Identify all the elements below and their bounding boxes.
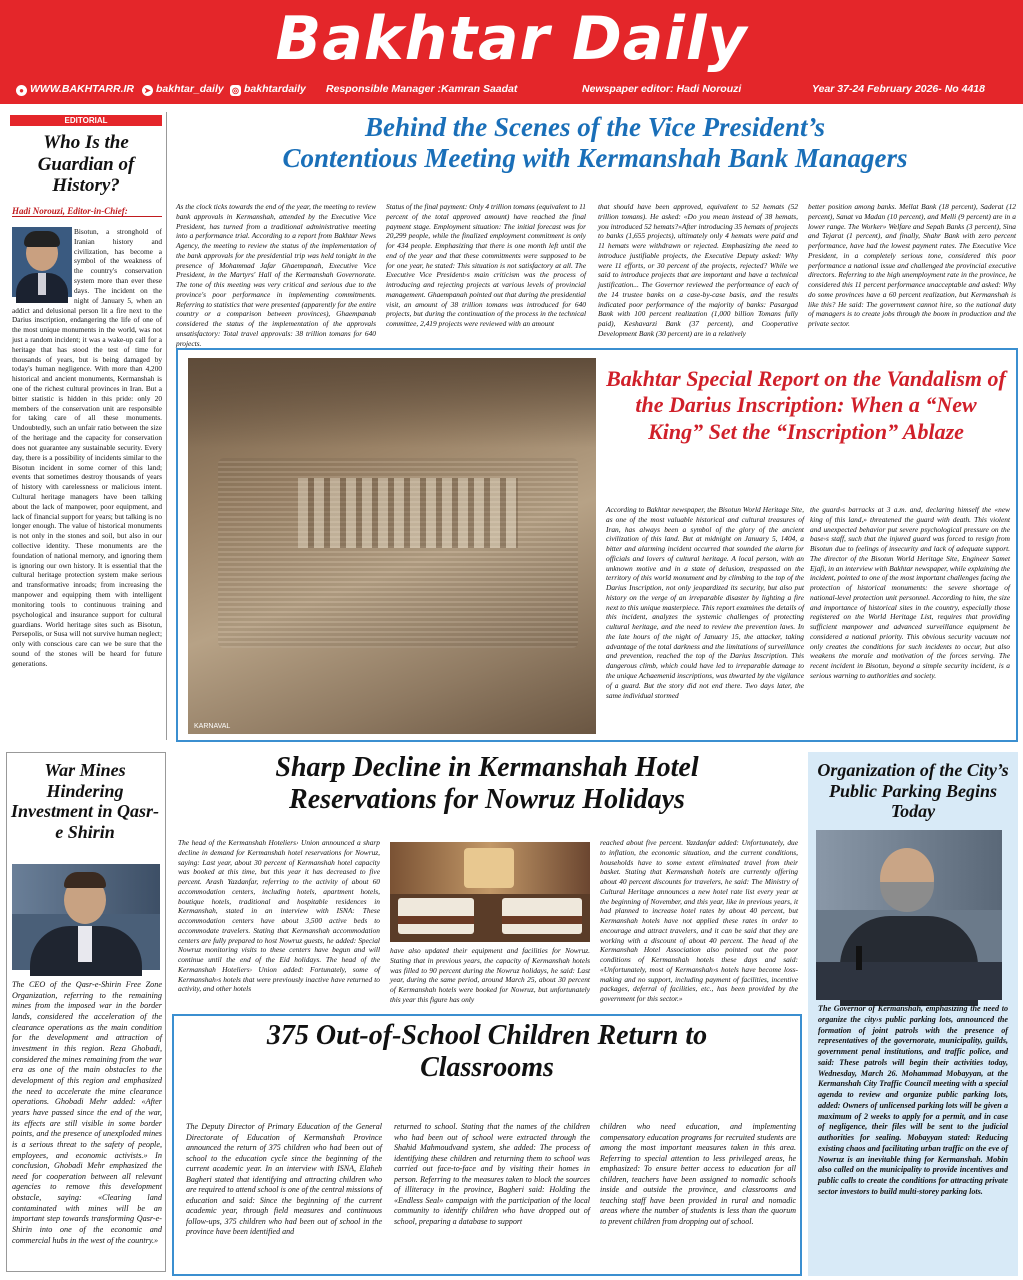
lead-headline-line-1: Behind the Scenes of the Vice President’s [365, 112, 825, 142]
hair-shape [64, 872, 106, 888]
telegram-handle[interactable]: bakhtar_daily [156, 83, 224, 95]
manager-credit: Responsible Manager :Kamran Saadat [326, 83, 518, 95]
window-light [464, 848, 514, 888]
school-headline [180, 1020, 794, 1084]
instagram-icon: ◎ [230, 85, 241, 96]
editorial-title: Who Is the Guardian of History? [37, 132, 135, 197]
rock-shadow [188, 358, 596, 448]
school-col-2: returned to school. Stating that the names of the children who had been out of school were extracted through the Shahid Mahmoudvand system, she added: The process of identifying these children and returning them to school was carried out face-to-face and by visiting their homes in person. Referring to the measures taken to block the sources of illiteracy in the province, Bagheri said: Holding the «Endless Seal» campaign with the participation of the local community to identify children who have dropped out of school, preparing a database to support [394, 1122, 590, 1226]
war-mines-title: War Mines Hindering Investment in Qasr-e Shirin [10, 760, 160, 842]
school-col-3: children who need education, and implementing compensatory education programs for recruited students are among the most important measures taken in this area. Referring to special attention to less privileged areas, he emphasized: To ensure better access to education for all children, teachers have been assigned to nomadic schools inside and outside the province, and classrooms and teaching staff have been provided in rural and nomadic areas where the number of students is less than the quorum to prevent children from dropping out of school. [600, 1122, 796, 1226]
school-headline-line-1: 375 Out-of-School Children Return to [266, 1020, 708, 1051]
website-link[interactable]: WWW.BAKHTARR.IR [30, 83, 135, 95]
lead-col-2: Status of the final payment: Only 4 trillion tomans (equivalent to 11 percent of the total approved amount) have reached the final payment stage. Employment situation: The initial forecast was for 20,299 people, while the finalized employment commitment is only for 434 people. Emphasizing that there is one month left until the end of the year and that these commitments were supposed to be for one year, he stated: This situation is not satisfactory at all. The Executive Vice President›s main criticism was the process of introducing and rejecting projects at various levels of provincial management. Ghaempanah pointed out that during the presidential visit, an amount of 38 trillion tomans was introduced for 640 projects, but during the continuation of the process in the technical committee, 2,419 projects were reviewed with an amount [386, 202, 587, 329]
desk-shape [816, 962, 1002, 1000]
column-divider [166, 112, 167, 740]
lead-col-3: that should have been approved, equivalent to 52 hemats (52 trillion tomans). He asked: «Do you mean instead of 38 hemats, you introduced 52 hemats?»After introducing 35 hemats of projects to banks (1,655 projects), ultimately only 4 hemats were paid and 11 hemats were withdrawn or rejected. Emphasizing the need to introduce justifiable projects, the Executive Deputy asked: Why were 11 efforts, or 30 percent of the projects, rejected? While we said to introduce projects that are important and have a technical justification... The Governor reviewed the performance of each of the 14 trustee banks on a case-by-case basis, and the results indicated poor performance of the majority of banks: Pasargad Bank with 100 percent realization (1,000 billion Tomans fully paid), Keshavarzi Bank (37 percent), and Cooperative Development Bank (30 percent) are in a relatively [598, 202, 798, 338]
special-report-headline: Bakhtar Special Report on the Vandalism of the Darius Inscription: When a “New King” Set the “Inscription” Ablaze [606, 366, 1006, 444]
telegram-item[interactable] [142, 83, 224, 96]
ceo-portrait [12, 864, 160, 970]
masthead [0, 0, 1023, 104]
school-headline-line-2: Classrooms [420, 1051, 554, 1083]
editorial-tag: EDITORIAL [10, 115, 162, 126]
instagram-handle[interactable]: bakhtardaily [244, 83, 306, 95]
instagram-item[interactable] [230, 83, 306, 96]
editor-credit: Newspaper editor: Hadi Norouzi [582, 83, 742, 95]
lead-col-1: As the clock ticks towards the end of the year, the meeting to review bank approvals in Kermanshah, attended by the Executive Vice President, has turned from a traditional administrative meeting into a performance trial. According to a report from Bakhtar News Agency, the meeting to review the status of the implementation of the bank approvals for the presidential trip was held tonight in the presence of Mohammad Jafar Ghaempanah, Executive Vice President, in the Martyrs' Hall of the Kermanshah Governorate. The tone of this meeting was very critical and serious due to the province's poor performance in implementing commitments. Referring to statistics that were presented (apparently for the entire country or a comparison between provinces), Ghaempanah considered the status of the implementation of the approvals unsatisfactory: Total travel approvals: 38 trillion tomans for 640 projects. [176, 202, 376, 348]
special-col-2: the guard›s barracks at 3 a.m. and, declaring himself the «new king of this land,» threatened the guard with death. This violent and unexpected behavior put severe psychological pressure on the base›s staff, such that the injured guard was forced to resign from Bisotun due to feelings of insecurity and lack of adequate support. The director of the Bisotun World Heritage Site, Engineer Samet Ejafi, in an interview with Bakhtar newspaper, while explaining the incident, pointed to one of the most important challenges facing the protection of historical monuments: the severe shortage of national-level protection unit personnel. According to him, the size and importance of historical sites in the country, especially those registered on the World Heritage List, requires that providing sufficient manpower and advanced surveillance equipment be considered a national priority. This obvious security vacuum not only creates the conditions for such incidents to occur, but also weakens the morale and motivation of the forces serving. The recent incident in Bisotun, beyond a simple security incident, is a serious warning to authorities and society. [810, 505, 1010, 681]
hotel-col-2: have also updated their equipment and facilities for Nowruz. Stating that in previous years, the capacity of Kermanshah hotels was filled to 90 percent during the Nowruz holidays, he said: Last year, during the same period, around March 25, about 30 percent of Kermanshah hotels were booked for Nowruz, but unfortunately this year this figure has only [390, 946, 590, 1004]
parking-title: Organization of the City’s Public Parking Begins Today [817, 760, 1009, 822]
hotel-headline-line-2: Reservations for Nowruz Holidays [289, 783, 685, 815]
issue-info: Year 37-24 February 2026- No 4418 [812, 83, 985, 95]
special-col-1: According to Bakhtar newspaper, the Bisotun World Heritage Site, as one of the most valuable historical and cultural treasures of Iran, has always been a symbol of the glory of the ancient civilization of this land. But at midnight on January 5, 1404, a bitter and alarming incident occurred that sounded the alarm for officials and lovers of cultural heritage. A local person, with an unknown motive and in a state of delusion, trespassed on the territory of this world monument and by climbing to the top of the Darius Inscription, not only jeopardized its security, but also put history on the verge of an irreparable disaster by lighting a fire next to this unique masterpiece. This report examines the details of this incident, analyzes the systemic challenges of protecting cultural heritage, and the need to review the prevention laws. In the late hours of the night of January 15, the attacker, taking advantage of the total darkness and the limitations of surveillance and prevention, reached the top of the Darius Inscription. This dangerous climb, which could have led to irreparable damage to the unique Achaemenid inscriptions, was thwarted by the vigilance of a guard. But the story did not end there. Two days later, the same individual stormed [606, 505, 804, 700]
lead-headline [172, 112, 1018, 174]
editorial-body [12, 227, 162, 739]
school-col-1: The Deputy Director of Primary Education of the General Directorate of Education of Kermanshah Province announced the return of 375 children who had been out of school to the education cycle since the beginning of the current academic year. In an interview with ISNA, Elaheh Bagheri stated that identifying and attracting children who are required to attend school is one of the central missions of education and said: Since the beginning of the current academic year, through field measures and continuous follow-ups, 375 children who had been out of school in the province have been identified and [186, 1122, 382, 1237]
war-mines-body: The CEO of the Qasr-e-Shirin Free Zone Organization, referring to the remaining mines from the imposed war in the border lands, considered the acceleration of the clearance operations as the main condition for the development and attraction of investment in this region. Reza Ghobadi, considered the mines remaining from the war era as one of the main obstacles to the development of this region and emphasized the need to accelerate the mine clearance operations. Ghobadi Mehr added: «After years have passed since the end of the war, its effects are still visible in some border points, and the presence of unexploded mines is a serious threat to the safety of people, employees, and economic activists.» In conclusion, Ghobadi Mehr emphasized the need for cooperation between all relevant agencies to remove this development obstacle, saying: «Clearing land contaminated with mines will be an important step towards transforming Qasr-e-Shirin into one of the economic and commercial hubs in the west of the country.» [12, 980, 162, 1245]
newspaper-title: Bakhtar Daily [275, 4, 748, 74]
editorial-byline: Hadi Norouzi, Editor-in-Chief: [12, 206, 128, 216]
masthead-info-bar [0, 80, 1023, 100]
byline-divider [12, 216, 162, 217]
portrait-float-spacer [12, 227, 74, 299]
hotel-col-1: The head of the Kermanshah Hoteliers› Union announced a sharp decline in demand for Kermanshah hotel reservations for Nowruz, saying: Last year, about 30 percent of Kermanshah hotel capacity was booked at this time, but this year it has decreased to five percent. Arash Yazdanfar, referring to the activity of about 60 accommodation centers, including hotels, apartment hotels, boutique hotels, traditional and hospitable residences in Kermanshah, stated in an interview with ISNA: These accommodation centers have about 3,500 active beds to accommodate travelers. Stating that Kermanshah accommodation centers are fully prepared to host Nowruz guests, he added: Special Nowruz monitoring visits to these centers have begun and will continue until the end of the Eid holidays. The head of the Kermanshah Hoteliers› Union added: Fortunately, some of Kermanshah›s hotels that were previously inactive have returned to activity, and other hotels [178, 838, 380, 994]
photo-credit: KARNAVAL [194, 723, 231, 730]
editorial-text: Bisotun, a stronghold of Iranian history and civilization, has become a symbol of the weakness of the country's conservation system more than ever these days. The incident on the night of January 5, when an addict and delusional person lit a fire next to the Darius inscription, endangering the life of one of the most unique monuments in the world, was not just a random incident; it was a wake-up call for a heritage that has stood the test of time for thousands of years, but is being damaged by today's human negligence. With more than 4,200 historical and ancient monuments, Kermanshah is one of the richest cultural provinces in Iran. But a bitter statistic is hidden in this pride: only 20 members of the conservation unit are responsible for taking care of all these monuments. Undoubtedly, such an unfair ratio between the size of the heritage and the capacity for conservation does not guarantee any sustainable security. Every day, there is a possibility of incidents similar to the Bisotun incident in some corner of this land; events that sometimes destroy thousands of years of history with carelessness or malicious intent. Cultural heritage managers have been talking about the lack of manpower, poor equipment, and lack of financial support for years; but talking is no longer enough. The value of historical monuments is not only in the stones and soil, but also in our collective identity. These monuments are the foundation of national memory, and ignoring them is ignoring our own history. It is essential that the cultural heritage protection system make serious and transformative inroads; from increasing the manpower and equipping them with intelligent monitoring tools to continuous training and psychological and insurance support for cultural guardians. World heritage sites such as Bisotun, Persepolis, or Susa will not survive human neglect; only with conscious care can we be sure that the sound of the stones will be heard for future generations. [12, 227, 162, 668]
bed-runner-left [398, 916, 474, 924]
lead-col-4: better position among banks. Mellat Bank (18 percent), Saderat (12 percent), Sanat va Madan (10 percent), and Melli (9 percent) are in a lower range. The Worker» Welfare and Sepah Banks (3 percent), Sina and Tejarat (1 percent), and finally, Shahr Bank with zero percent performance, have had the lowest payment rates. The Executive Vice President, in a completely serious tone, considered this poor performance a national issue and challenged the provincial executive directors. Referring to the high unemployment rate in the province, he considered this 11 percent performance unacceptable and asked: Why do some provinces have a 60 percent realization, but Kermanshah is like this? He said: The government cannot hire, so the national duty of managers is to create jobs through the boom in production and the private sector. [808, 202, 1016, 329]
hotel-col-3: reached about five percent. Yazdanfar added: Unfortunately, due to inflation, the economic situation, and the current conditions, households have to some extent eliminated travel from their basket. Stating that Kermanshah hotels are currently offering about 40 percent discounts for travelers, he said: The Ministry of Cultural Heritage announces a new hotel rate list every year at the beginning of November, and this year, like in previous years, it had planned to increase hotel rates by about 40 percent, but Kermanshah hotels have not applied these rates in order to encourage and attract travelers, and it can be said that they are working with a discount of about 40 percent. The head of the Kermanshah Hotel Association also pointed out the poor conditions of Kermanshah hotels these days and said: «Unfortunately, most of Kermanshah›s hotels have become loss-making and no support, including payment of facilities, incentive packages, deferral of facilities, etc., has been provided by the government for this sector.» [600, 838, 798, 1004]
bed-runner-right [502, 916, 582, 924]
globe-icon: ● [16, 85, 27, 96]
hotel-room-photo [390, 842, 590, 942]
lead-headline-line-2: Contentious Meeting with Kermanshah Bank Managers [282, 142, 908, 173]
governor-photo [816, 830, 1002, 1000]
parking-body: The Governor of Kermanshah, emphasizing the need to organize the city›s public parking lots, announced the formation of joint patrols with the presence of representatives of the governorate, municipality, guilds, government penal institutions, and traffic police, and said: These patrols will begin their activities today, Wednesday, March 26. Mohammad Mobayyan, at the Kermanshah City Traffic Council meeting with a special agenda to review and organize public parking lots, added: Owners of unlicensed parking lots will be given a maximum of 2 weeks to apply for a permit, and in case of negligence, their files will be sent to the judicial authorities for sealing. Mobayyan stated: Reducing existing chaos and facilitating urban traffic on the eve of Nowruz is an inevitable thing for Kermanshah. Mobin also called on the municipality to provide incentives and public calls to create the conditions for attracting private sector investors to build multi-storey parking lots. [818, 1004, 1008, 1196]
telegram-icon: ➤ [142, 85, 153, 96]
relief-figures [298, 478, 518, 548]
hotel-headline-line-1: Sharp Decline in Kermanshah Hotel [275, 752, 699, 783]
microphone-shape [856, 946, 862, 970]
shirt-shape [78, 926, 92, 962]
bisotun-inscription-photo [188, 358, 596, 734]
website-item[interactable] [16, 83, 134, 96]
hotel-headline [172, 752, 802, 816]
